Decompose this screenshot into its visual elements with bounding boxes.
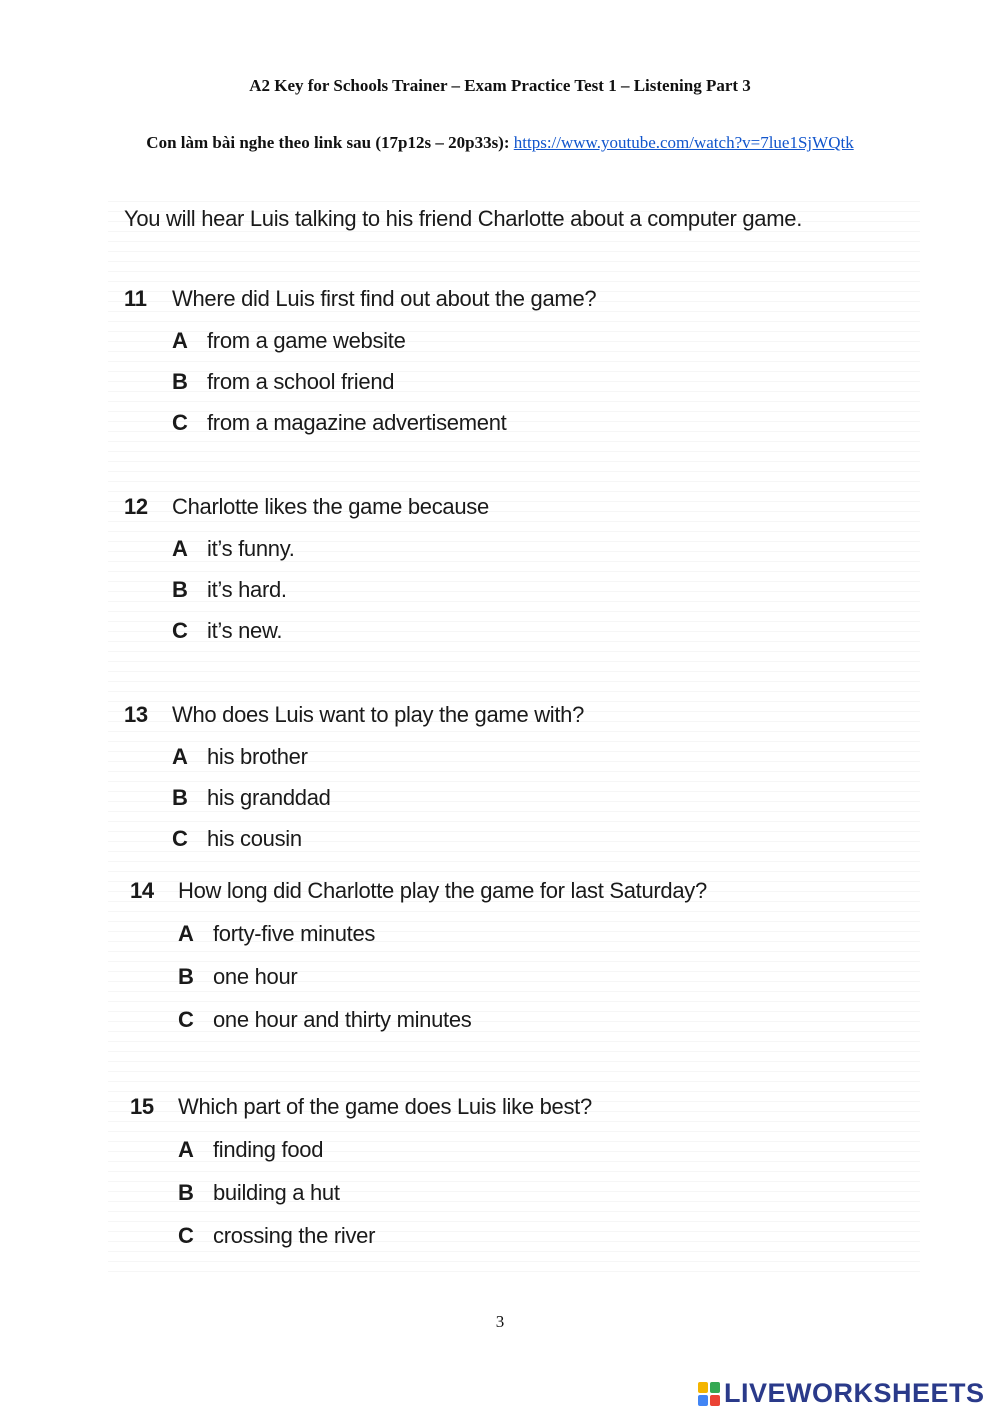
option-a[interactable] [124, 536, 904, 577]
question-text: Which part of the game does Luis like best? [178, 1094, 592, 1119]
listening-instruction [0, 133, 1000, 153]
option-letter: B [172, 785, 188, 810]
option-text: finding food [213, 1137, 324, 1162]
task-intro: You will hear Luis talking to his friend Charlotte about a computer game. [124, 206, 803, 231]
question-number: 11 [124, 286, 147, 311]
instruction-text: Con làm bài nghe theo link sau (17p12s – 20p33s): [146, 133, 510, 152]
question-text: How long did Charlotte play the game for last Saturday? [178, 878, 707, 903]
question-13 [124, 702, 904, 867]
option-c[interactable] [130, 1223, 910, 1266]
option-text: it’s new. [207, 618, 283, 643]
option-c[interactable] [124, 826, 904, 867]
option-text: from a game website [207, 328, 406, 353]
option-text: it’s funny. [207, 536, 295, 561]
option-letter: B [178, 964, 194, 989]
question-text: Who does Luis want to play the game with? [172, 702, 585, 727]
option-letter: A [178, 1137, 194, 1162]
option-text: building a hut [213, 1180, 340, 1205]
brand-name: LIVEWORKSHEETS [724, 1378, 985, 1408]
option-c[interactable] [124, 618, 904, 659]
option-letter: A [172, 744, 188, 769]
option-text: one hour and thirty minutes [213, 1007, 472, 1032]
option-letter: B [172, 369, 188, 394]
option-text: his granddad [207, 785, 331, 810]
question-11 [124, 286, 904, 451]
option-a[interactable] [124, 328, 904, 369]
option-letter: B [172, 577, 188, 602]
question-15 [130, 1094, 910, 1266]
option-text: one hour [213, 964, 298, 989]
document-title: A2 Key for Schools Trainer – Exam Practice Test 1 – Listening Part 3 [249, 76, 751, 95]
logo-square [710, 1382, 720, 1393]
option-text: from a magazine advertisement [207, 410, 507, 435]
option-text: crossing the river [213, 1223, 376, 1248]
option-b[interactable] [124, 785, 904, 826]
liveworksheets-logo [698, 1378, 985, 1409]
option-text: from a school friend [207, 369, 395, 394]
question-12 [124, 494, 904, 659]
question-14 [130, 878, 910, 1050]
option-a[interactable] [124, 744, 904, 785]
option-letter: A [178, 921, 194, 946]
option-a[interactable] [130, 1137, 910, 1180]
option-letter: C [178, 1223, 194, 1248]
option-letter: C [172, 618, 188, 643]
option-letter: C [172, 826, 188, 851]
option-text: his cousin [207, 826, 302, 851]
question-number: 12 [124, 494, 148, 519]
option-text: it’s hard. [207, 577, 287, 602]
logo-square [698, 1382, 708, 1393]
question-number: 13 [124, 702, 148, 727]
option-text: forty-five minutes [213, 921, 376, 946]
option-b[interactable] [130, 1180, 910, 1223]
option-letter: B [178, 1180, 194, 1205]
option-letter: C [172, 410, 188, 435]
option-letter: A [172, 536, 188, 561]
logo-square [698, 1395, 708, 1406]
option-text: his brother [207, 744, 308, 769]
page-number: 3 [495, 1312, 505, 1331]
youtube-link[interactable]: https://www.youtube.com/watch?v=7lue1SjWQtk [513, 133, 854, 152]
option-b[interactable] [130, 964, 910, 1007]
option-letter: A [172, 328, 188, 353]
option-b[interactable] [124, 369, 904, 410]
liveworksheets-icon [698, 1382, 720, 1406]
option-letter: C [178, 1007, 194, 1032]
question-text: Where did Luis first find out about the game? [172, 286, 597, 311]
option-b[interactable] [124, 577, 904, 618]
option-a[interactable] [130, 921, 910, 964]
question-text: Charlotte likes the game because [172, 494, 489, 519]
question-sheet [108, 192, 920, 1277]
question-number: 14 [130, 878, 154, 903]
question-number: 15 [130, 1094, 154, 1119]
logo-square [710, 1395, 720, 1406]
option-c[interactable] [130, 1007, 910, 1050]
option-c[interactable] [124, 410, 904, 451]
